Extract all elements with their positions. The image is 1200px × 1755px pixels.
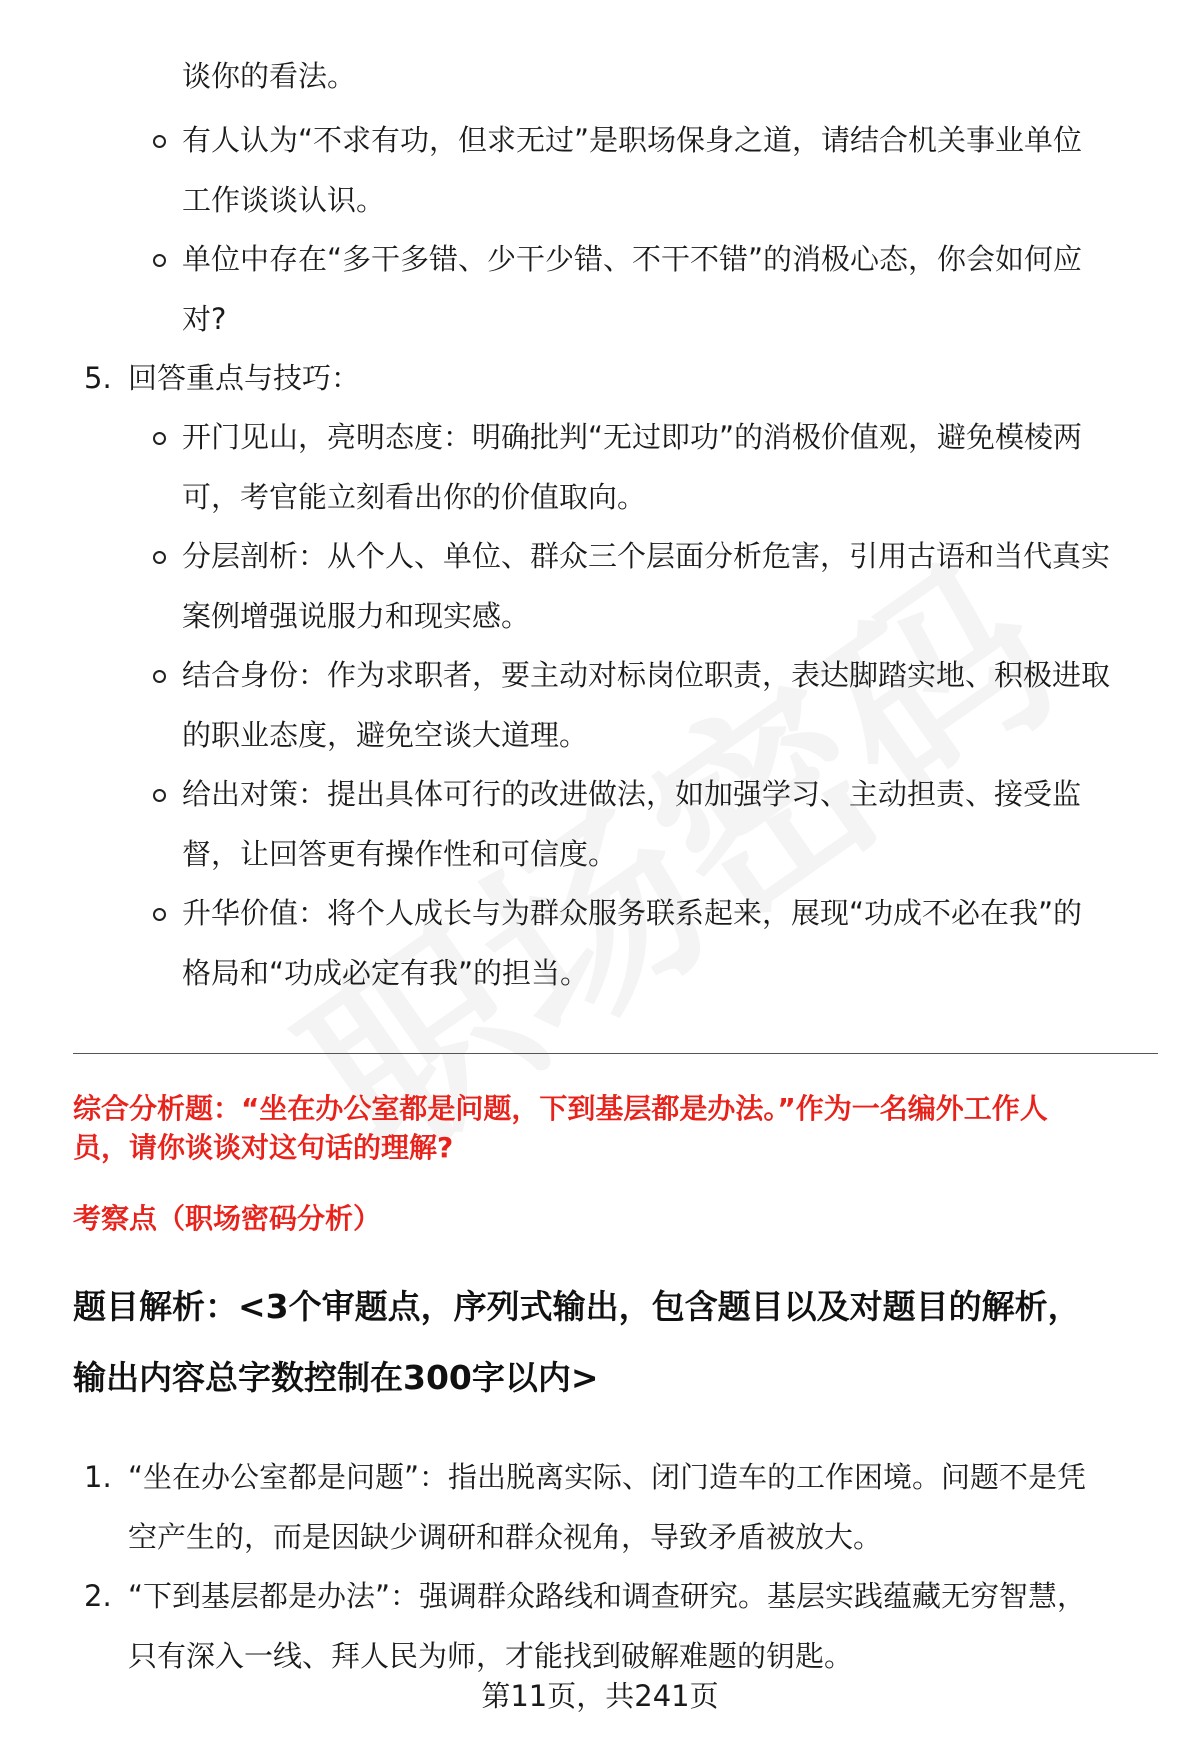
analysis-heading: 题目解析：<3个审题点，序列式输出，包含题目以及对题目的解析， (73, 1287, 1081, 1326)
section-divider (73, 1053, 1158, 1054)
point-text: “下到基层都是办法”：强调群众路线和调查研究。基层实践蕴藏无穷智慧， (128, 1579, 1087, 1613)
hollow-bullet-icon (153, 789, 166, 802)
question-text: 员，请你谈谈对这句话的理解? (73, 1131, 454, 1164)
list-item-text: 的职业态度，避免空谈大道理。 (182, 718, 589, 752)
list-item-text: 开门见山，亮明态度：明确批判“无过即功”的消极价值观，避免模棱两 (182, 420, 1083, 454)
hollow-bullet-icon (153, 254, 166, 267)
list-item-text: 有人认为“不求有功，但求无过”是职场保身之道，请结合机关事业单位 (182, 123, 1083, 157)
page-number: 第11页，共241页 (481, 1679, 719, 1713)
point-text: 只有深入一线、拜人民为师，才能找到破解难题的钥匙。 (128, 1639, 854, 1673)
list-item-text: 给出对策：提出具体可行的改进做法，如加强学习、主动担责、接受监 (182, 777, 1082, 811)
point-text: 空产生的，而是因缺少调研和群众视角，导致矛盾被放大。 (128, 1520, 883, 1554)
point-number: 2. (84, 1579, 112, 1613)
section-number: 5. (84, 361, 112, 395)
hollow-bullet-icon (153, 908, 166, 921)
exam-point-label: 考察点（职场密码分析） (73, 1202, 382, 1235)
list-item-text: 对? (182, 302, 227, 336)
hollow-bullet-icon (153, 670, 166, 683)
list-item-text: 分层剖析：从个人、单位、群众三个层面分析危害，引用古语和当代真实 (182, 539, 1111, 573)
hollow-bullet-icon (153, 551, 166, 564)
list-item-text: 可，考官能立刻看出你的价值取向。 (182, 480, 647, 514)
section-title: 回答重点与技巧： (128, 361, 361, 395)
list-continuation: 谈你的看法。 (182, 59, 357, 93)
hollow-bullet-icon (153, 135, 166, 148)
list-item-text: 案例增强说服力和现实感。 (182, 599, 531, 633)
list-item-text: 督，让回答更有操作性和可信度。 (182, 837, 618, 871)
hollow-bullet-icon (153, 432, 166, 445)
point-number: 1. (84, 1460, 112, 1494)
list-item-text: 单位中存在“多干多错、少干少错、不干不错”的消极心态，你会如何应 (182, 242, 1083, 276)
analysis-heading: 输出内容总字数控制在300字以内> (73, 1358, 599, 1397)
list-item-text: 结合身份：作为求职者，要主动对标岗位职责，表达脚踏实地、积极进取 (182, 658, 1111, 692)
list-item-text: 格局和“功成必定有我”的担当。 (182, 956, 590, 990)
question-text: 综合分析题：“坐在办公室都是问题，下到基层都是办法。”作为一名编外工作人 (73, 1092, 1048, 1125)
list-item-text: 工作谈谈认识。 (182, 183, 386, 217)
list-item-text: 升华价值：将个人成长与为群众服务联系起来，展现“功成不必在我”的 (182, 896, 1083, 930)
point-text: “坐在办公室都是问题”：指出脱离实际、闭门造车的工作困境。问题不是凭 (128, 1460, 1087, 1494)
